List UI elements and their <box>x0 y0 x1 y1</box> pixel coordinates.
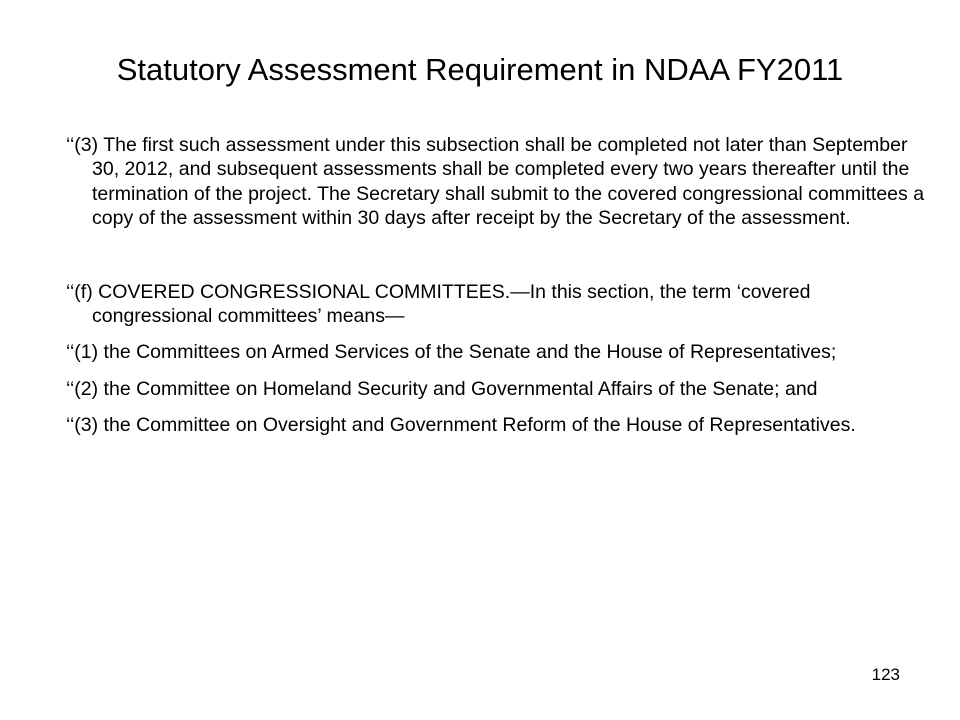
paragraph-armed-services: ‘‘(1) the Committees on Armed Services of the Senate and the House of Representatives; <box>66 341 837 364</box>
paragraph-assessment-deadline: ‘‘(3) The first such assessment under this subsection shall be completed not later than September 30, 2012, and subsequent assessments shall be completed every two years thereafter until the termination of the project. The Secretary shall submit to the covered congressional committees a copy of the assessment within 30 days after receipt by the Secretary of the assessment. <box>66 134 925 230</box>
slide-title: Statutory Assessment Requirement in NDAA FY2011 <box>116 52 844 87</box>
paragraph-oversight-reform: ‘‘(3) the Committee on Oversight and Government Reform of the House of Representatives. <box>66 414 856 437</box>
paragraph-committees-definition: ‘‘(f) COVERED CONGRESSIONAL COMMITTEES.—In this section, the term ‘covered congressional committees’ means— <box>66 280 811 328</box>
page-number: 123 <box>871 665 900 684</box>
slide-body <box>66 133 926 438</box>
paragraph-homeland-security: ‘‘(2) the Committee on Homeland Security and Governmental Affairs of the Senate; and <box>66 377 818 400</box>
